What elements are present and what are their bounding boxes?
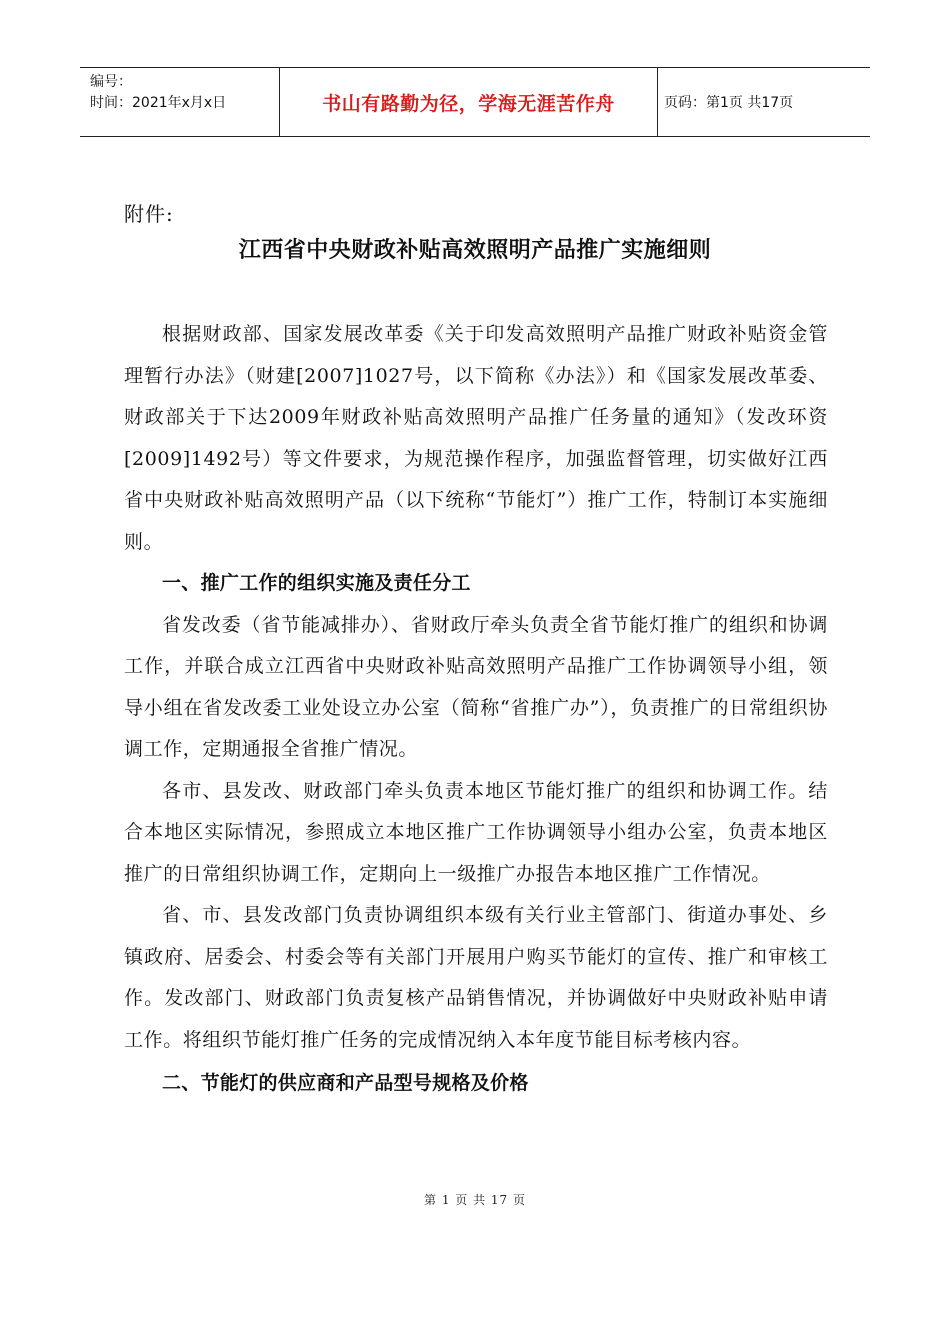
header-motto: 书山有路勤为径，学海无涯苦作舟 [280, 68, 658, 136]
attachment-label: 附件: [124, 202, 174, 226]
section-heading: 一、推广工作的组织实施及责任分工 [162, 572, 471, 594]
body-paragraph: 根据财政部、国家发展改革委《关于印发高效照明产品推广财政补贴资金管理暂行办法》（财建[2007]1027号，以下简称《办法》）和《国家发展改革委、财政部关于下达2009年财政补贴高效照明产品推广任务量的通知》（发改环资[2009]1492号）等文件要求，为规范操作程序，加强监督管理，切实做好江西省中央财政补贴高效照明产品（以下统称“节能灯”）推广工作，特制订本实施细则。 [124, 323, 828, 553]
section-heading: 二、节能灯的供应商和产品型号规格及价格 [162, 1072, 529, 1094]
header-page-label: 页码：第1页 共17页 [664, 95, 794, 111]
body-paragraph: 省、市、县发改部门负责协调组织本级有关行业主管部门、街道办事处、乡镇政府、居委会、村委会等有关部门开展用户购买节能灯的宣传、推广和审核工作。发改部门、财政部门负责复核产品销售情况，并协调做好中央财政补贴申请工作。将组织节能灯推广任务的完成情况纳入本年度节能目标考核内容。 [124, 904, 828, 1051]
page-header [80, 67, 870, 137]
document-body [124, 314, 828, 1105]
document-number-label: 编号： [90, 74, 132, 90]
header-meta [80, 68, 280, 136]
body-paragraph: 各市、县发改、财政部门牵头负责本地区节能灯推广的组织和协调工作。结合本地区实际情况，参照成立本地区推广工作协调领导小组办公室，负责本地区推广的日常组织协调工作，定期向上一级推广办报告本地区推广工作情况。 [124, 779, 828, 885]
page-footer: 第 1 页 共 17 页 [424, 1193, 526, 1207]
body-paragraph: 省发改委（省节能减排办）、省财政厅牵头负责全省节能灯推广的组织和协调工作，并联合成立江西省中央财政补贴高效照明产品推广工作协调领导小组，领导小组在省发改委工业处设立办公室（简称“省推广办”），负责推广的日常组织协调工作，定期通报全省推广情况。 [124, 613, 828, 760]
document-time-label: 时间：2021年x月x日 [90, 95, 227, 111]
document-title: 江西省中央财政补贴高效照明产品推广实施细则 [238, 237, 712, 263]
